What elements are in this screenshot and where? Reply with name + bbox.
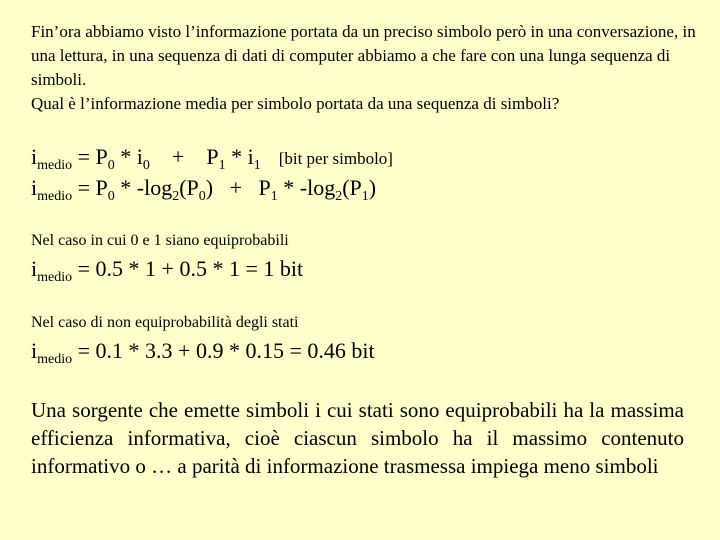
formula-term: * -log: [114, 175, 173, 200]
formula-subscript: 0: [107, 158, 115, 173]
formula-term: (P: [179, 175, 199, 200]
formula-term: * i: [225, 144, 254, 169]
case-non-equiprobable-label: Nel caso di non equiprobabilità degli stati: [31, 314, 299, 331]
formula-average-info: [31, 144, 393, 173]
formula-term: = P: [72, 144, 108, 169]
formula-symbol: i: [31, 144, 38, 169]
formula-symbol: i: [31, 175, 38, 200]
formula-entropy: [31, 175, 377, 204]
formula-subscript: 1: [270, 189, 278, 204]
formula-term: = 0.5 * 1 + 0.5 * 1 = 1 bit: [72, 256, 304, 281]
formula-non-equiprobable: [31, 338, 375, 367]
case-equiprobable-label: Nel caso in cui 0 e 1 siano equiprobabili: [31, 232, 289, 249]
formula-subscript: 0: [142, 158, 150, 173]
formula-term: (P: [342, 175, 362, 200]
formula-symbol: i: [31, 256, 38, 281]
formula-subscript: 0: [198, 189, 206, 204]
formula-term: ) + P: [205, 175, 271, 200]
formula-subscript: medio: [37, 189, 73, 204]
formula-term: = P: [72, 175, 108, 200]
formula-term: * i: [114, 144, 143, 169]
formula-subscript: 2: [335, 189, 343, 204]
formula-subscript: 0: [107, 189, 115, 204]
formula-term: ): [368, 175, 377, 200]
intro-paragraph: Fin’ora abbiamo visto l’informazione portata da un preciso simbolo però in una conversazione, in una lettura, in una sequenza di dati di computer abbiamo a che fare con una lunga sequenza di simboli.: [31, 22, 696, 89]
formula-equiprobable: [31, 256, 304, 285]
formula-symbol: i: [31, 338, 38, 363]
formula-subscript: medio: [37, 352, 73, 367]
formula-unit: [bit per simbolo]: [278, 149, 393, 168]
formula-subscript: 2: [172, 189, 180, 204]
formula-term: = 0.1 * 3.3 + 0.9 * 0.15 = 0.46 bit: [72, 338, 375, 363]
intro-text: [31, 20, 701, 116]
conclusion-text: Una sorgente che emette simboli i cui stati sono equiprobabili ha la massima efficienza informativa, cioè ciascun simbolo ha il massimo contenuto informativo o … a parità di informazione trasmessa impiega meno simboli: [31, 398, 684, 478]
formula-term: + P: [171, 144, 219, 169]
formula-subscript: 1: [361, 189, 369, 204]
formula-term: * -log: [277, 175, 336, 200]
formula-subscript: 1: [253, 158, 261, 173]
intro-question: Qual è l’informazione media per simbolo portata da una sequenza di simboli?: [31, 94, 560, 113]
formula-subscript: medio: [37, 158, 73, 173]
formula-subscript: medio: [37, 270, 73, 285]
formula-subscript: 1: [218, 158, 226, 173]
